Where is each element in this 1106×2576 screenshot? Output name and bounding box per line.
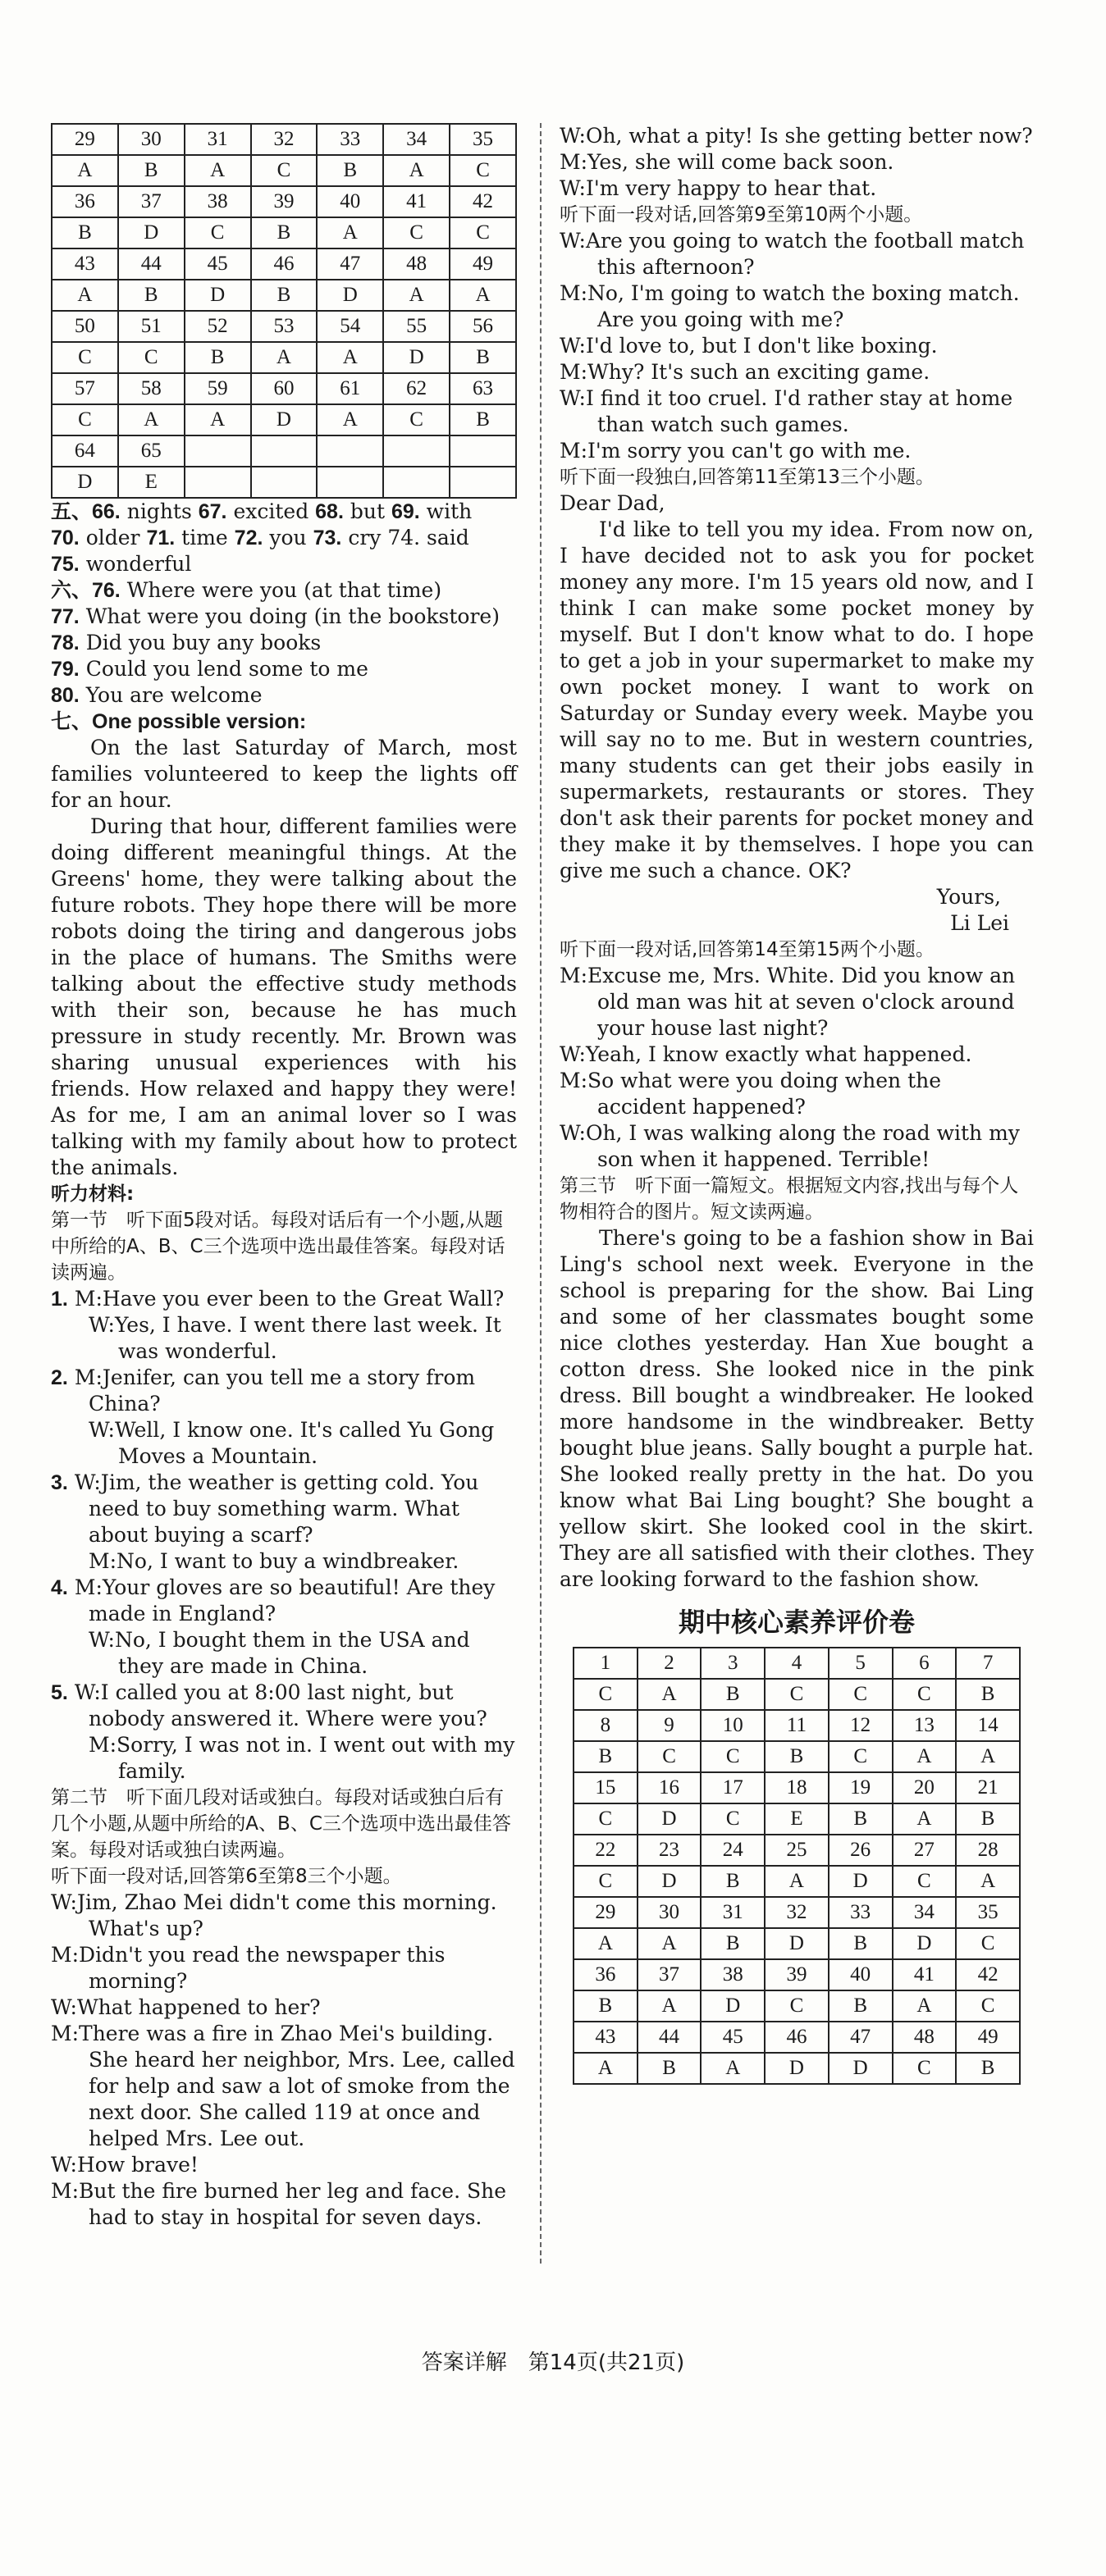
table-cell: 39 <box>251 186 318 217</box>
table-cell: B <box>956 1679 1020 1710</box>
table-cell: C <box>383 217 450 248</box>
table-row <box>574 1710 1020 1741</box>
dialog-line: M:There was a fire in Zhao Mei's building. She heard her neighbor, Mrs. Lee, called for help and saw a lot of smoke from the next door. She called 119 at once and helped Mrs. Lee out. <box>51 2022 515 2150</box>
table-cell <box>383 467 450 498</box>
letter-close: Yours, <box>936 885 1001 909</box>
table-cell: 64 <box>52 435 118 467</box>
table-row <box>574 2053 1020 2084</box>
table-cell: 39 <box>765 1959 829 1990</box>
table-row <box>574 1835 1020 1866</box>
table-cell: 54 <box>317 311 383 342</box>
q11-intro: 听下面一段独白,回答第11至第13三个小题。 <box>560 467 935 488</box>
table-cell: C <box>185 217 251 248</box>
letter-greeting: Dear Dad, <box>560 491 665 515</box>
table-cell <box>185 467 251 498</box>
table-cell: 2 <box>638 1648 702 1679</box>
table-cell: D <box>893 1928 957 1959</box>
table-cell: 56 <box>450 311 516 342</box>
dialog-line: M:Why? It's such an exciting game. <box>560 360 930 384</box>
table-cell: 35 <box>450 124 516 155</box>
table-cell: 9 <box>638 1710 702 1741</box>
table-cell: A <box>118 404 185 435</box>
table-cell: A <box>52 280 118 311</box>
table-cell: A <box>765 1866 829 1897</box>
table-cell: C <box>701 1803 765 1835</box>
dialog-reply: W:Well, I know one. It's called Yu Gong Moves a Mountain. <box>89 1418 495 1468</box>
table-cell: 43 <box>574 2022 638 2053</box>
table-row <box>52 435 516 467</box>
table-cell: C <box>956 1990 1020 2022</box>
table-cell: 19 <box>829 1772 893 1803</box>
dialog-reply: W:No, I bought them in the USA and they are made in China. <box>89 1628 470 1678</box>
table-cell: 47 <box>829 2022 893 2053</box>
table-cell: B <box>118 155 185 186</box>
dialog-line: W:How brave! <box>51 2153 199 2177</box>
table-cell: 44 <box>118 248 185 280</box>
dialog-line: M:No, I'm going to watch the boxing match. Are you going with me? <box>560 281 1020 331</box>
table-row <box>52 311 516 342</box>
section-6-item: 78. Did you buy any books <box>51 631 322 654</box>
table-cell: D <box>765 1928 829 1959</box>
dialog-item: 2. M:Jenifer, can you tell me a story from China? <box>51 1366 476 1416</box>
table-cell: A <box>893 1741 957 1772</box>
table-cell: 30 <box>118 124 185 155</box>
table-cell: 49 <box>956 2022 1020 2053</box>
table-cell: 36 <box>574 1959 638 1990</box>
table-cell: 25 <box>765 1835 829 1866</box>
table-cell: B <box>185 342 251 373</box>
table-row <box>52 217 516 248</box>
table-cell: B <box>251 217 318 248</box>
dialog-line: W:What happened to her? <box>51 1995 321 2019</box>
answer-table-1 <box>51 123 517 499</box>
table-cell: B <box>574 1741 638 1772</box>
table-cell: A <box>638 1990 702 2022</box>
table-cell: B <box>638 2053 702 2084</box>
dialog-line: M:Didn't you read the newspaper this morning? <box>51 1943 446 1993</box>
table-cell: 59 <box>185 373 251 404</box>
dialog-line: W:Yeah, I know exactly what happened. <box>560 1042 972 1066</box>
table-cell: 37 <box>638 1959 702 1990</box>
table-cell: B <box>701 1866 765 1897</box>
left-column <box>51 123 517 2231</box>
table-row <box>574 1648 1020 1679</box>
table-cell: 63 <box>450 373 516 404</box>
dialog-line: W:Jim, Zhao Mei didn't come this morning. What's up? <box>51 1890 497 1940</box>
table-cell: B <box>450 404 516 435</box>
table-cell: D <box>383 342 450 373</box>
table-cell: 7 <box>956 1648 1020 1679</box>
section-6-item: 六、76. Where were you (at that time) <box>51 578 442 602</box>
dialog-item: 3. W:Jim, the weather is getting cold. You need to buy something warm. What about buying a scarf? <box>51 1470 479 1547</box>
section-7-heading: 七、One possible version: <box>51 710 307 733</box>
table-row <box>52 248 516 280</box>
table-cell: 41 <box>893 1959 957 1990</box>
table-cell: A <box>574 1928 638 1959</box>
page-footer: 答案详解 第14页(共21页) <box>421 2350 685 2375</box>
dialog-item: 1. M:Have you ever been to the Great Wall? <box>51 1287 505 1311</box>
dialog-item: 4. M:Your gloves are so beautiful! Are they made in England? <box>51 1575 496 1625</box>
column-divider <box>540 123 542 2264</box>
table-cell: C <box>829 1679 893 1710</box>
table-cell: B <box>829 1990 893 2022</box>
section-5-line-1: 五、66. nights 67. excited 68. but 69. with <box>51 499 473 523</box>
table-row <box>574 1959 1020 1990</box>
table-cell: A <box>574 2053 638 2084</box>
table-cell: 45 <box>701 2022 765 2053</box>
table-cell: 40 <box>317 186 383 217</box>
table-row <box>574 1990 1020 2022</box>
letter-body: I'd like to tell you my idea. From now on, I have decided not to ask you for pocket money any more. I'm 15 years old now, and I think I can make some pocket money by myself. But I don't know what to do. I hope to get a job in your supermarket to make my own pocket money. I want to work on Saturday or Sunday every week. Maybe you will say no to me. But in western countries, many students can get their jobs easily in supermarkets, restaurants or stores. They don't ask their parents for pocket money and they make it by themselves. I hope you can give me such a chance. OK? <box>560 517 1034 882</box>
section-1-intro: 第一节 听下面5段对话。每段对话后有一个小题,从题中所给的A、B、C三个选项中选出最佳答案。每段对话读两遍。 <box>51 1210 505 1283</box>
q6-intro: 听下面一段对话,回答第6至第8三个小题。 <box>51 1866 402 1887</box>
table-cell: 33 <box>317 124 383 155</box>
table-row <box>574 1679 1020 1710</box>
table-cell: 52 <box>185 311 251 342</box>
passage: There's going to be a fashion show in Bai Ling's school next week. Everyone in the school is preparing for the show. Bai Ling and some of her classmates bought some nice clothes yesterday. Han Xue bought a cotton dress. She looked nice in the pink dress. Bill bought a windbreaker. He looked more handsome in the windbreaker. Betty bought blue jeans. Sally bought a purple hat. She looked really pretty in the hat. Do you know what Bai Ling bought? She bought a yellow skirt. She looked cool in the skirt. They are all satisfied with their clothes. They are looking forward to the fashion show. <box>560 1226 1034 1591</box>
table-cell: B <box>450 342 516 373</box>
q9-dialog <box>560 228 1034 464</box>
dialog-line: W:Oh, what a pity! Is she getting better now? <box>560 124 1033 148</box>
table-cell: D <box>829 1866 893 1897</box>
letter-sign: Li Lei <box>950 911 1009 935</box>
table-cell: 42 <box>450 186 516 217</box>
table-cell: 27 <box>893 1835 957 1866</box>
table-cell: 23 <box>638 1835 702 1866</box>
table-cell: B <box>956 1803 1020 1835</box>
table-cell: D <box>317 280 383 311</box>
section-5-line-2: 70. older 71. time 72. you 73. cry 74. said <box>51 526 469 549</box>
section-6-item: 80. You are welcome <box>51 683 263 707</box>
table-cell: A <box>251 342 318 373</box>
table-cell: C <box>52 404 118 435</box>
q14-dialog <box>560 963 1034 1173</box>
table-cell: D <box>52 467 118 498</box>
table-cell: 37 <box>118 186 185 217</box>
table-row <box>52 373 516 404</box>
table-cell: 61 <box>317 373 383 404</box>
table-cell: B <box>574 1990 638 2022</box>
table-row <box>52 342 516 373</box>
table-cell: 28 <box>956 1835 1020 1866</box>
table-cell: C <box>118 342 185 373</box>
table-cell: 49 <box>450 248 516 280</box>
table-cell: 31 <box>701 1897 765 1928</box>
dialog-line: W:Are you going to watch the football match this afternoon? <box>560 229 1025 279</box>
table-cell: 46 <box>765 2022 829 2053</box>
table-cell: 46 <box>251 248 318 280</box>
table-cell: C <box>450 217 516 248</box>
table-row <box>52 124 516 155</box>
section-3-intro: 第三节 听下面一篇短文。根据短文内容,找出与每个人物相符合的图片。短文读两遍。 <box>560 1175 1019 1223</box>
table-cell <box>185 435 251 467</box>
table-row <box>52 404 516 435</box>
table-row <box>574 1803 1020 1835</box>
table-cell: 53 <box>251 311 318 342</box>
midterm-title: 期中核心素养评价卷 <box>678 1607 915 1638</box>
table-cell: C <box>829 1741 893 1772</box>
table-cell: 36 <box>52 186 118 217</box>
essay-paragraph-2: During that hour, different families were doing different meaningful things. At the Greens' home, they were talking about the future robots. They hope there will be more robots doing the tiring and dangerous jobs in the place of humans. The Smiths were talking about the effective study methods with their son, because he has much pressure in study recently. Mr. Brown was sharing unusual experiences with his friends. How relaxed and happy they were! As for me, I am an animal lover so I was talking with my family about how to protect the animals. <box>51 814 517 1179</box>
q14-intro: 听下面一段对话,回答第14至第15两个小题。 <box>560 939 935 960</box>
table-cell: 12 <box>829 1710 893 1741</box>
q6-dialog <box>51 1890 517 2231</box>
table-cell: 20 <box>893 1772 957 1803</box>
table-cell: B <box>829 1803 893 1835</box>
table-cell: D <box>829 2053 893 2084</box>
table-cell: 48 <box>383 248 450 280</box>
table-cell: C <box>893 1679 957 1710</box>
table-cell <box>317 435 383 467</box>
table-cell: 31 <box>185 124 251 155</box>
table-cell: 1 <box>574 1648 638 1679</box>
table-cell: C <box>52 342 118 373</box>
table-cell: C <box>574 1803 638 1835</box>
dialog-reply: M:No, I want to buy a windbreaker. <box>89 1549 459 1573</box>
table-cell: 40 <box>829 1959 893 1990</box>
table-cell: B <box>829 1928 893 1959</box>
table-cell: 6 <box>893 1648 957 1679</box>
section-6-item: 77. What were you doing (in the bookstore) <box>51 604 500 628</box>
table-cell: B <box>52 217 118 248</box>
continued-dialog <box>560 123 1034 202</box>
dialog-line: M:But the fire burned her leg and face. She had to stay in hospital for seven days. <box>51 2179 507 2229</box>
table-cell: 21 <box>956 1772 1020 1803</box>
table-cell: 13 <box>893 1710 957 1741</box>
table-row <box>574 1741 1020 1772</box>
table-cell: B <box>317 155 383 186</box>
table-cell: 47 <box>317 248 383 280</box>
table-row <box>52 280 516 311</box>
table-cell: A <box>185 155 251 186</box>
table-cell: C <box>251 155 318 186</box>
table-cell: 11 <box>765 1710 829 1741</box>
table-cell: A <box>317 404 383 435</box>
table-cell: C <box>893 2053 957 2084</box>
table-row <box>574 1866 1020 1897</box>
table-cell: 34 <box>893 1897 957 1928</box>
table-cell: 44 <box>638 2022 702 2053</box>
table-cell: A <box>638 1679 702 1710</box>
table-row <box>574 2022 1020 2053</box>
table-cell: 62 <box>383 373 450 404</box>
table-cell: 3 <box>701 1648 765 1679</box>
table-cell: A <box>317 342 383 373</box>
table-cell: 43 <box>52 248 118 280</box>
section-6-item: 79. Could you lend some to me <box>51 657 368 681</box>
table-cell: 57 <box>52 373 118 404</box>
dialog-line: W:I find it too cruel. I'd rather stay at home than watch such games. <box>560 386 1013 436</box>
table-cell: A <box>383 280 450 311</box>
table-cell: B <box>251 280 318 311</box>
table-cell: D <box>185 280 251 311</box>
section-5-line-3: 75. wonderful <box>51 552 192 576</box>
table-cell: 58 <box>118 373 185 404</box>
table-cell: C <box>450 155 516 186</box>
table-cell: 24 <box>701 1835 765 1866</box>
right-column <box>560 123 1034 2085</box>
table-cell: 29 <box>574 1897 638 1928</box>
table-cell: 30 <box>638 1897 702 1928</box>
table-cell: A <box>185 404 251 435</box>
dialog-line: M:So what were you doing when the accident happened? <box>560 1069 942 1119</box>
table-cell: E <box>118 467 185 498</box>
table-cell <box>251 435 318 467</box>
table-cell: C <box>765 1679 829 1710</box>
table-cell <box>251 467 318 498</box>
table-cell: 29 <box>52 124 118 155</box>
table-cell: 15 <box>574 1772 638 1803</box>
dialog-item: 5. W:I called you at 8:00 last night, but nobody answered it. Where were you? <box>51 1680 487 1730</box>
table-cell: 41 <box>383 186 450 217</box>
table-cell: 33 <box>829 1897 893 1928</box>
table-cell: D <box>118 217 185 248</box>
table-cell: B <box>765 1741 829 1772</box>
dialog-line: W:I'm very happy to hear that. <box>560 176 877 200</box>
dialog-reply: M:Sorry, I was not in. I went out with my family. <box>89 1733 515 1783</box>
table-cell: D <box>638 1866 702 1897</box>
table-cell: 38 <box>701 1959 765 1990</box>
table-row <box>574 1928 1020 1959</box>
table-cell: B <box>118 280 185 311</box>
table-cell <box>450 467 516 498</box>
table-cell: D <box>638 1803 702 1835</box>
table-row <box>52 467 516 498</box>
table-cell: 16 <box>638 1772 702 1803</box>
listening-heading: 听力材料: <box>51 1183 135 1205</box>
table-cell: B <box>701 1928 765 1959</box>
table-cell: 18 <box>765 1772 829 1803</box>
table-cell: 5 <box>829 1648 893 1679</box>
table-cell: 42 <box>956 1959 1020 1990</box>
table-cell: A <box>450 280 516 311</box>
table-cell: C <box>383 404 450 435</box>
table-cell: A <box>638 1928 702 1959</box>
table-cell: C <box>893 1866 957 1897</box>
essay-paragraph-1: On the last Saturday of March, most families volunteered to keep the lights off for an hour. <box>51 736 517 812</box>
table-cell: A <box>956 1866 1020 1897</box>
section-6-list <box>51 577 517 709</box>
dialog-line: W:Oh, I was walking along the road with my son when it happened. Terrible! <box>560 1121 1020 1171</box>
table-cell: 55 <box>383 311 450 342</box>
dialog-line: M:Yes, she will come back soon. <box>560 150 894 174</box>
table-cell <box>317 467 383 498</box>
q9-intro: 听下面一段对话,回答第9至第10两个小题。 <box>560 204 923 226</box>
table-cell: A <box>893 1990 957 2022</box>
table-cell: 65 <box>118 435 185 467</box>
table-cell: A <box>956 1741 1020 1772</box>
table-cell: A <box>52 155 118 186</box>
table-cell: 32 <box>765 1897 829 1928</box>
table-cell: 22 <box>574 1835 638 1866</box>
table-cell <box>450 435 516 467</box>
table-cell: A <box>317 217 383 248</box>
table-cell: A <box>893 1803 957 1835</box>
table-cell: 48 <box>893 2022 957 2053</box>
table-row <box>52 155 516 186</box>
table-cell: 45 <box>185 248 251 280</box>
table-cell: 34 <box>383 124 450 155</box>
table-cell: 38 <box>185 186 251 217</box>
table-cell: 51 <box>118 311 185 342</box>
dialog-line: M:Excuse me, Mrs. White. Did you know an old man was hit at seven o'clock around your house last night? <box>560 964 1016 1040</box>
section-2-intro: 第二节 听下面几段对话或独白。每段对话或独白后有几个小题,从题中所给的A、B、C三个选项中选出最佳答案。每段对话或独白读两遍。 <box>51 1787 511 1861</box>
dialog-reply: W:Yes, I have. I went there last week. It was wonderful. <box>89 1313 501 1363</box>
table-cell: A <box>383 155 450 186</box>
table-cell: 10 <box>701 1710 765 1741</box>
table-cell: 14 <box>956 1710 1020 1741</box>
table-cell: D <box>251 404 318 435</box>
table-cell: D <box>765 2053 829 2084</box>
table-cell: 50 <box>52 311 118 342</box>
answer-table-2 <box>573 1647 1021 2085</box>
table-cell: 4 <box>765 1648 829 1679</box>
table-cell: 32 <box>251 124 318 155</box>
table-cell: C <box>574 1679 638 1710</box>
table-row <box>574 1772 1020 1803</box>
table-cell: 60 <box>251 373 318 404</box>
dialog-line: M:I'm sorry you can't go with me. <box>560 439 912 463</box>
dialog-line: W:I'd love to, but I don't like boxing. <box>560 334 938 358</box>
table-cell: C <box>956 1928 1020 1959</box>
table-cell: 17 <box>701 1772 765 1803</box>
table-cell: C <box>701 1741 765 1772</box>
table-cell: 26 <box>829 1835 893 1866</box>
table-row <box>52 186 516 217</box>
table-cell: C <box>638 1741 702 1772</box>
table-cell: B <box>956 2053 1020 2084</box>
table-cell <box>383 435 450 467</box>
table-cell: 8 <box>574 1710 638 1741</box>
table-cell: A <box>701 2053 765 2084</box>
table-row <box>574 1897 1020 1928</box>
table-cell: B <box>701 1679 765 1710</box>
table-cell: 35 <box>956 1897 1020 1928</box>
table-cell: D <box>701 1990 765 2022</box>
dialog-list <box>51 1286 517 1785</box>
table-cell: C <box>574 1866 638 1897</box>
table-cell: E <box>765 1803 829 1835</box>
table-cell: C <box>765 1990 829 2022</box>
